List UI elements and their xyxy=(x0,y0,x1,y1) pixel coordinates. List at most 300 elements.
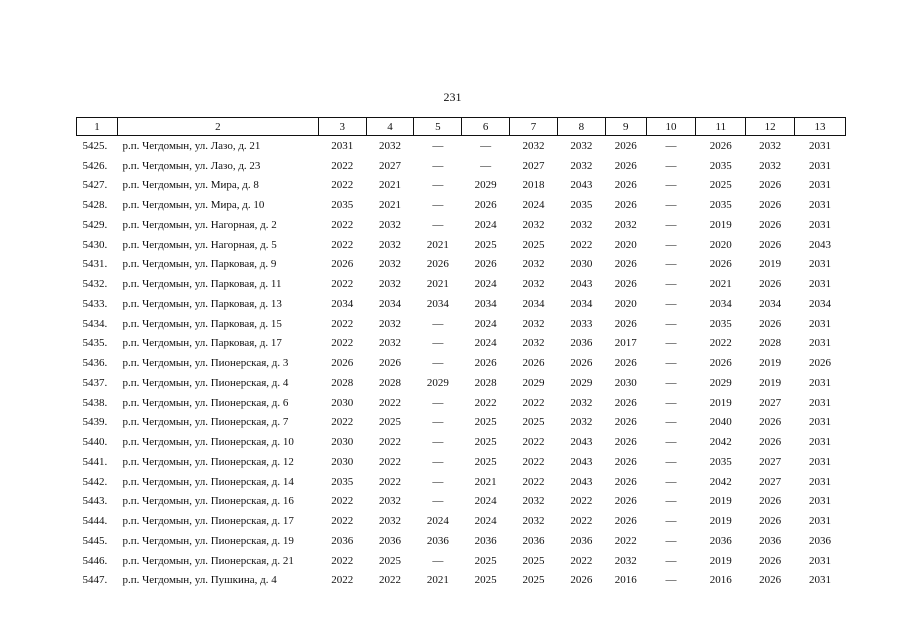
year-cell: 2036 xyxy=(379,534,402,547)
address-cell: р.п. Чегдомын, ул. Пионерская, д. 12 xyxy=(122,455,294,468)
year-cell: 2022 xyxy=(331,159,354,172)
year-cell: 2032 xyxy=(759,139,782,152)
year-cell: 2019 xyxy=(709,218,732,231)
year-cell: — xyxy=(432,159,444,172)
year-cell: 2032 xyxy=(614,218,637,231)
year-cell: 2031 xyxy=(809,515,832,528)
year-cell: — xyxy=(665,179,677,192)
row-number-cell: 5429. xyxy=(82,218,108,231)
year-cell: — xyxy=(432,139,444,152)
table-row xyxy=(77,255,846,275)
year-cell: 2035 xyxy=(709,455,732,468)
year-cell: 2035 xyxy=(331,199,354,212)
year-cell: 2033 xyxy=(570,317,593,330)
year-cell: 2026 xyxy=(759,416,782,429)
year-cell: 2035 xyxy=(709,199,732,212)
year-cell: 2026 xyxy=(759,495,782,508)
year-cell: 2043 xyxy=(570,475,593,488)
year-cell: 2030 xyxy=(331,396,354,409)
year-cell: 2028 xyxy=(759,337,782,350)
year-cell: 2034 xyxy=(570,297,593,310)
address-cell: р.п. Чегдомын, ул. Пионерская, д. 7 xyxy=(122,416,289,429)
year-cell: 2022 xyxy=(474,396,497,409)
year-cell: 2021 xyxy=(379,199,402,212)
row-number-cell: 5439. xyxy=(82,416,108,429)
year-cell: 2034 xyxy=(809,297,832,310)
address-cell: р.п. Чегдомын, ул. Пионерская, д. 6 xyxy=(122,396,289,409)
year-cell: 2025 xyxy=(474,436,497,449)
year-cell: 2022 xyxy=(331,179,354,192)
row-number-cell: 5425. xyxy=(82,139,108,152)
year-cell: 2021 xyxy=(474,475,497,488)
year-cell: 2032 xyxy=(522,258,545,271)
year-cell: 2031 xyxy=(809,436,832,449)
column-header: 10 xyxy=(646,118,696,136)
year-cell: 2031 xyxy=(809,455,832,468)
year-cell: 2032 xyxy=(570,159,593,172)
year-cell: 2032 xyxy=(570,396,593,409)
year-cell: 2026 xyxy=(570,574,593,587)
table-row xyxy=(77,136,846,156)
year-cell: 2028 xyxy=(331,376,354,389)
table-row xyxy=(77,274,846,294)
year-cell: 2026 xyxy=(709,258,732,271)
year-cell: 2031 xyxy=(809,159,832,172)
year-cell: 2026 xyxy=(570,357,593,370)
year-cell: — xyxy=(432,179,444,192)
year-cell: 2036 xyxy=(474,534,497,547)
address-cell: р.п. Чегдомын, ул. Лазо, д. 23 xyxy=(122,159,261,172)
row-number-cell: 5433. xyxy=(82,297,108,310)
year-cell: 2032 xyxy=(522,337,545,350)
year-cell: 2032 xyxy=(379,278,402,291)
year-cell: 2035 xyxy=(709,317,732,330)
year-cell: 2032 xyxy=(379,218,402,231)
table-row xyxy=(77,492,846,512)
row-number-cell: 5441. xyxy=(82,455,108,468)
year-cell: 2031 xyxy=(809,574,832,587)
table-row xyxy=(77,571,846,591)
year-cell: 2035 xyxy=(570,199,593,212)
table-body xyxy=(77,136,846,591)
year-cell: 2043 xyxy=(570,179,593,192)
column-header: 4 xyxy=(366,118,414,136)
year-cell: 2031 xyxy=(809,495,832,508)
year-cell: 2032 xyxy=(379,139,402,152)
year-cell: 2026 xyxy=(614,396,637,409)
year-cell: 2024 xyxy=(522,199,545,212)
table-row xyxy=(77,314,846,334)
year-cell: 2032 xyxy=(522,317,545,330)
year-cell: 2021 xyxy=(426,574,449,587)
year-cell: 2026 xyxy=(426,258,449,271)
year-cell: 2026 xyxy=(809,357,832,370)
year-cell: 2019 xyxy=(709,515,732,528)
year-cell: 2031 xyxy=(809,139,832,152)
year-cell: 2036 xyxy=(426,534,449,547)
year-cell: 2019 xyxy=(759,357,782,370)
address-cell: р.п. Чегдомын, ул. Пионерская, д. 4 xyxy=(122,376,289,389)
year-cell: 2027 xyxy=(759,396,782,409)
address-cell: р.п. Чегдомын, ул. Мира, д. 8 xyxy=(122,179,259,192)
year-cell: 2030 xyxy=(614,376,637,389)
year-cell: 2036 xyxy=(709,534,732,547)
year-cell: — xyxy=(432,495,444,508)
year-cell: 2043 xyxy=(570,436,593,449)
table-row xyxy=(77,195,846,215)
row-number-cell: 5434. xyxy=(82,317,108,330)
year-cell: — xyxy=(665,159,677,172)
year-cell: — xyxy=(432,455,444,468)
table-row xyxy=(77,235,846,255)
year-cell: 2029 xyxy=(474,179,497,192)
row-number-cell: 5446. xyxy=(82,554,108,567)
year-cell: — xyxy=(665,554,677,567)
year-cell: 2022 xyxy=(570,238,593,251)
year-cell: 2034 xyxy=(331,297,354,310)
year-cell: — xyxy=(432,396,444,409)
year-cell: — xyxy=(432,416,444,429)
table-row xyxy=(77,413,846,433)
year-cell: — xyxy=(665,357,677,370)
year-cell: 2021 xyxy=(426,278,449,291)
year-cell: 2026 xyxy=(709,357,732,370)
year-cell: 2026 xyxy=(759,436,782,449)
year-cell: — xyxy=(480,159,492,172)
year-cell: 2031 xyxy=(809,337,832,350)
column-header: 3 xyxy=(318,118,366,136)
year-cell: 2022 xyxy=(379,436,402,449)
column-header: 5 xyxy=(414,118,462,136)
year-cell: 2027 xyxy=(379,159,402,172)
address-cell: р.п. Чегдомын, ул. Нагорная, д. 5 xyxy=(122,238,277,251)
year-cell: 2022 xyxy=(570,515,593,528)
year-cell: — xyxy=(432,436,444,449)
year-cell: 2043 xyxy=(570,278,593,291)
year-cell: — xyxy=(665,317,677,330)
year-cell: 2021 xyxy=(379,179,402,192)
year-cell: — xyxy=(432,475,444,488)
year-cell: 2028 xyxy=(379,376,402,389)
row-number-cell: 5431. xyxy=(82,258,108,271)
year-cell: 2032 xyxy=(614,554,637,567)
year-cell: — xyxy=(665,455,677,468)
year-cell: 2043 xyxy=(809,238,832,251)
year-cell: 2026 xyxy=(614,475,637,488)
year-cell: 2022 xyxy=(709,337,732,350)
year-cell: 2036 xyxy=(570,337,593,350)
year-cell: 2022 xyxy=(522,396,545,409)
table-row xyxy=(77,373,846,393)
year-cell: 2030 xyxy=(570,258,593,271)
year-cell: 2034 xyxy=(474,297,497,310)
year-cell: 2032 xyxy=(379,337,402,350)
row-number-cell: 5442. xyxy=(82,475,108,488)
year-cell: 2026 xyxy=(331,357,354,370)
row-number-cell: 5430. xyxy=(82,238,108,251)
year-cell: 2036 xyxy=(331,534,354,547)
row-number-cell: 5444. xyxy=(82,515,108,528)
year-cell: 2025 xyxy=(522,238,545,251)
table-row xyxy=(77,452,846,472)
address-cell: р.п. Чегдомын, ул. Пионерская, д. 16 xyxy=(122,495,294,508)
year-cell: 2025 xyxy=(522,416,545,429)
year-cell: 2031 xyxy=(809,376,832,389)
year-cell: 2034 xyxy=(426,297,449,310)
year-cell: 2029 xyxy=(426,376,449,389)
year-cell: 2032 xyxy=(522,495,545,508)
year-cell: 2026 xyxy=(522,357,545,370)
year-cell: 2026 xyxy=(614,179,637,192)
year-cell: 2025 xyxy=(474,416,497,429)
year-cell: 2026 xyxy=(614,515,637,528)
year-cell: 2026 xyxy=(614,436,637,449)
table-row xyxy=(77,472,846,492)
row-number-cell: 5428. xyxy=(82,199,108,212)
year-cell: 2036 xyxy=(522,534,545,547)
year-cell: — xyxy=(480,139,492,152)
year-cell: 2024 xyxy=(426,515,449,528)
table-row xyxy=(77,393,846,413)
address-cell: р.п. Чегдомын, ул. Парковая, д. 17 xyxy=(122,337,282,350)
year-cell: 2022 xyxy=(331,554,354,567)
year-cell: 2019 xyxy=(709,495,732,508)
year-cell: 2034 xyxy=(522,297,545,310)
year-cell: 2024 xyxy=(474,495,497,508)
year-cell: 2026 xyxy=(614,199,637,212)
column-header: 9 xyxy=(605,118,646,136)
year-cell: 2027 xyxy=(522,159,545,172)
row-number-cell: 5440. xyxy=(82,436,108,449)
year-cell: 2032 xyxy=(759,159,782,172)
year-cell: 2031 xyxy=(809,179,832,192)
year-cell: 2026 xyxy=(759,278,782,291)
year-cell: 2036 xyxy=(809,534,832,547)
address-cell: р.п. Чегдомын, ул. Пионерская, д. 21 xyxy=(122,554,294,567)
year-cell: 2030 xyxy=(331,436,354,449)
year-cell: 2042 xyxy=(709,436,732,449)
year-cell: 2025 xyxy=(522,554,545,567)
table-row xyxy=(77,511,846,531)
year-cell: — xyxy=(432,337,444,350)
year-cell: 2022 xyxy=(331,515,354,528)
year-cell: 2040 xyxy=(709,416,732,429)
address-cell: р.п. Чегдомын, ул. Парковая, д. 9 xyxy=(122,258,277,271)
year-cell: — xyxy=(432,554,444,567)
year-cell: — xyxy=(665,218,677,231)
year-cell: — xyxy=(665,258,677,271)
year-cell: 2022 xyxy=(379,574,402,587)
address-cell: р.п. Чегдомын, ул. Лазо, д. 21 xyxy=(122,139,261,152)
year-cell: 2031 xyxy=(809,317,832,330)
year-cell: 2021 xyxy=(426,238,449,251)
year-cell: 2017 xyxy=(614,337,637,350)
year-cell: 2026 xyxy=(614,495,637,508)
year-cell: 2016 xyxy=(709,574,732,587)
year-cell: 2025 xyxy=(522,574,545,587)
year-cell: 2022 xyxy=(331,574,354,587)
year-cell: 2019 xyxy=(709,396,732,409)
year-cell: 2024 xyxy=(474,317,497,330)
year-cell: — xyxy=(665,238,677,251)
year-cell: 2030 xyxy=(331,455,354,468)
row-number-cell: 5435. xyxy=(82,337,108,350)
year-cell: 2026 xyxy=(331,258,354,271)
year-cell: 2035 xyxy=(331,475,354,488)
year-cell: 2021 xyxy=(709,278,732,291)
address-cell: р.п. Чегдомын, ул. Нагорная, д. 2 xyxy=(122,218,277,231)
year-cell: 2035 xyxy=(709,159,732,172)
year-cell: 2026 xyxy=(614,455,637,468)
address-cell: р.п. Чегдомын, ул. Пионерская, д. 19 xyxy=(122,534,294,547)
year-cell: 2032 xyxy=(570,218,593,231)
year-cell: 2016 xyxy=(614,574,637,587)
table-row xyxy=(77,353,846,373)
year-cell: 2026 xyxy=(474,357,497,370)
table-row xyxy=(77,551,846,571)
year-cell: 2036 xyxy=(570,534,593,547)
year-cell: 2025 xyxy=(474,238,497,251)
table-row xyxy=(77,215,846,235)
year-cell: — xyxy=(665,297,677,310)
year-cell: 2031 xyxy=(809,554,832,567)
year-cell: 2022 xyxy=(379,396,402,409)
year-cell: 2031 xyxy=(809,278,832,291)
year-cell: 2031 xyxy=(809,416,832,429)
year-cell: 2024 xyxy=(474,218,497,231)
column-header: 7 xyxy=(510,118,558,136)
year-cell: — xyxy=(665,515,677,528)
year-cell: 2022 xyxy=(379,455,402,468)
year-cell: 2026 xyxy=(614,317,637,330)
row-number-cell: 5445. xyxy=(82,534,108,547)
year-cell: 2018 xyxy=(522,179,545,192)
column-header: 2 xyxy=(117,118,318,136)
year-cell: 2034 xyxy=(379,297,402,310)
table-row xyxy=(77,432,846,452)
year-cell: 2032 xyxy=(379,495,402,508)
year-cell: 2019 xyxy=(709,554,732,567)
year-cell: — xyxy=(665,376,677,389)
year-cell: 2022 xyxy=(331,495,354,508)
year-cell: 2026 xyxy=(759,574,782,587)
year-cell: 2032 xyxy=(379,515,402,528)
year-cell: 2031 xyxy=(331,139,354,152)
year-cell: 2029 xyxy=(522,376,545,389)
year-cell: 2022 xyxy=(522,475,545,488)
year-cell: 2022 xyxy=(570,495,593,508)
year-cell: 2034 xyxy=(759,297,782,310)
schedule-table xyxy=(76,117,846,590)
year-cell: 2026 xyxy=(614,159,637,172)
year-cell: — xyxy=(665,396,677,409)
year-cell: 2020 xyxy=(614,297,637,310)
year-cell: 2027 xyxy=(759,455,782,468)
year-cell: 2026 xyxy=(614,258,637,271)
year-cell: 2026 xyxy=(709,139,732,152)
row-number-cell: 5432. xyxy=(82,278,108,291)
year-cell: 2022 xyxy=(331,278,354,291)
address-cell: р.п. Чегдомын, ул. Пионерская, д. 17 xyxy=(122,515,294,528)
column-header: 12 xyxy=(746,118,795,136)
row-number-cell: 5426. xyxy=(82,159,108,172)
address-cell: р.п. Чегдомын, ул. Парковая, д. 13 xyxy=(122,297,282,310)
year-cell: — xyxy=(665,436,677,449)
year-cell: — xyxy=(665,495,677,508)
year-cell: 2032 xyxy=(522,218,545,231)
year-cell: — xyxy=(432,317,444,330)
year-cell: 2025 xyxy=(709,179,732,192)
year-cell: 2019 xyxy=(759,258,782,271)
year-cell: — xyxy=(665,278,677,291)
year-cell: 2029 xyxy=(570,376,593,389)
address-cell: р.п. Чегдомын, ул. Парковая, д. 15 xyxy=(122,317,282,330)
year-cell: 2022 xyxy=(522,436,545,449)
row-number-cell: 5447. xyxy=(82,574,108,587)
year-cell: 2026 xyxy=(614,139,637,152)
column-header: 13 xyxy=(795,118,846,136)
year-cell: — xyxy=(432,218,444,231)
year-cell: 2031 xyxy=(809,475,832,488)
year-cell: — xyxy=(665,199,677,212)
year-cell: — xyxy=(432,199,444,212)
address-cell: р.п. Чегдомын, ул. Пионерская, д. 14 xyxy=(122,475,294,488)
year-cell: 2026 xyxy=(759,238,782,251)
year-cell: 2022 xyxy=(331,416,354,429)
year-cell: 2024 xyxy=(474,515,497,528)
year-cell: 2032 xyxy=(522,278,545,291)
year-cell: 2032 xyxy=(379,238,402,251)
column-header: 8 xyxy=(557,118,605,136)
year-cell: 2026 xyxy=(614,357,637,370)
year-cell: 2029 xyxy=(709,376,732,389)
year-cell: 2036 xyxy=(759,534,782,547)
year-cell: 2025 xyxy=(474,554,497,567)
year-cell: 2031 xyxy=(809,258,832,271)
year-cell: — xyxy=(665,574,677,587)
year-cell: 2022 xyxy=(331,337,354,350)
year-cell: — xyxy=(665,416,677,429)
year-cell: 2043 xyxy=(570,455,593,468)
year-cell: — xyxy=(665,337,677,350)
year-cell: 2026 xyxy=(614,416,637,429)
year-cell: 2027 xyxy=(759,475,782,488)
address-cell: р.п. Чегдомын, ул. Пушкина, д. 4 xyxy=(122,574,277,587)
column-header: 6 xyxy=(462,118,510,136)
address-cell: р.п. Чегдомын, ул. Парковая, д. 11 xyxy=(122,278,282,291)
year-cell: 2031 xyxy=(809,396,832,409)
year-cell: 2020 xyxy=(614,238,637,251)
year-cell: 2026 xyxy=(759,554,782,567)
table-row xyxy=(77,176,846,196)
row-number-cell: 5427. xyxy=(82,179,108,192)
year-cell: 2026 xyxy=(379,357,402,370)
year-cell: — xyxy=(665,139,677,152)
year-cell: 2022 xyxy=(331,317,354,330)
table-row xyxy=(77,294,846,314)
year-cell: 2022 xyxy=(331,218,354,231)
address-cell: р.п. Чегдомын, ул. Пионерская, д. 10 xyxy=(122,436,294,449)
year-cell: 2032 xyxy=(379,258,402,271)
year-cell: 2022 xyxy=(570,554,593,567)
year-cell: 2028 xyxy=(474,376,497,389)
year-cell: 2020 xyxy=(709,238,732,251)
year-cell: 2026 xyxy=(759,199,782,212)
year-cell: 2025 xyxy=(379,554,402,567)
year-cell: 2034 xyxy=(709,297,732,310)
year-cell: 2032 xyxy=(379,317,402,330)
row-number-cell: 5436. xyxy=(82,357,108,370)
